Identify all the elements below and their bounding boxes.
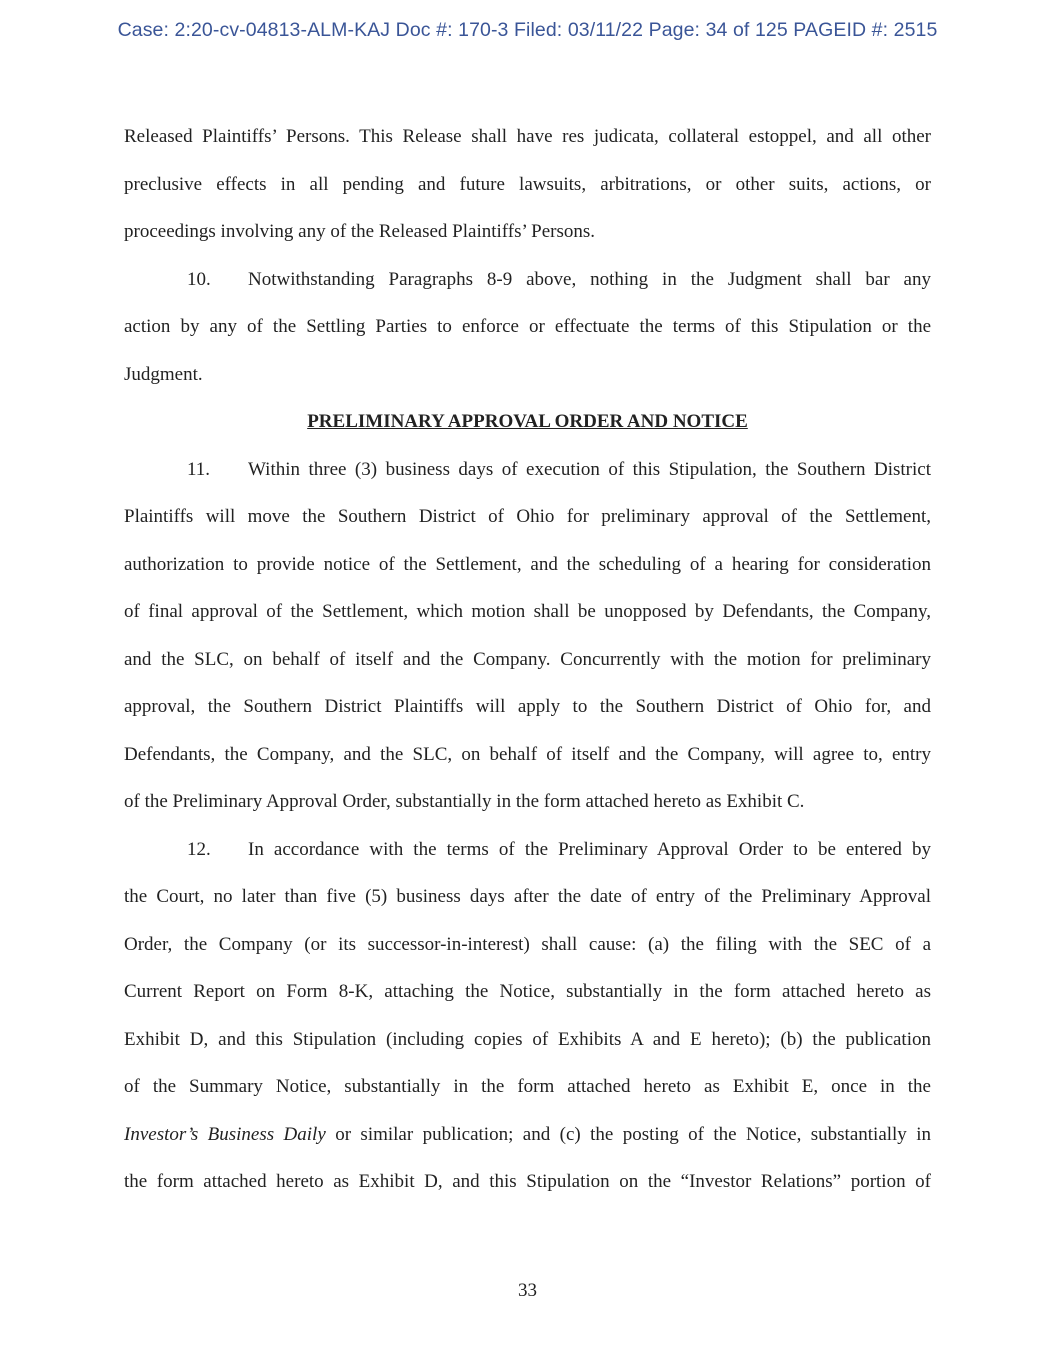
text-line	[124, 921, 931, 969]
text-line	[124, 208, 931, 256]
text-line	[124, 446, 931, 494]
line-text: preclusive effects in all pending and future lawsuits, arbitrations, or other suits, actions, or	[124, 173, 931, 195]
heading-text: PRELIMINARY APPROVAL ORDER AND NOTICE	[307, 411, 748, 432]
line-text: Order, the Company (or its successor-in-interest) shall cause: (a) the filing with the SEC of a	[124, 933, 931, 955]
text-line	[124, 968, 931, 1016]
line-text: the form attached hereto as Exhibit D, and this Stipulation on the “Investor Relations” portion of	[124, 1171, 931, 1192]
line-text: Notwithstanding Paragraphs 8-9 above, nothing in the Judgment shall bar any	[248, 268, 931, 290]
text-line	[124, 303, 931, 351]
document-body	[124, 113, 931, 1206]
text-line	[124, 1063, 931, 1111]
line-text: Current Report on Form 8-K, attaching the Notice, substantially in the form attached hereto as	[124, 981, 931, 1002]
text-line	[124, 636, 931, 684]
italic-title: Investor’s Business Daily	[124, 1123, 326, 1145]
line-text: Plaintiffs will move the Southern District of Ohio for preliminary approval of the Settlement,	[124, 506, 931, 527]
text-line	[124, 1158, 931, 1206]
text-line	[124, 1016, 931, 1064]
line-text: of the Summary Notice, substantially in the form attached hereto as Exhibit E, once in the	[124, 1076, 931, 1097]
text-line	[124, 683, 931, 731]
case-header: Case: 2:20-cv-04813-ALM-KAJ Doc #: 170-3 Filed: 03/11/22 Page: 34 of 125 PAGEID #: 2515	[117, 19, 938, 41]
text-line	[124, 1111, 931, 1159]
text-line	[124, 826, 931, 874]
text-line	[124, 161, 931, 209]
text-line	[124, 541, 931, 589]
text-line	[124, 778, 931, 826]
line-text: Exhibit D, and this Stipulation (including copies of Exhibits A and E hereto); (b) the publication	[124, 1028, 931, 1050]
line-text: Judgment.	[124, 363, 203, 385]
text-line	[124, 256, 931, 304]
line-text: or similar publication; and (c) the posting of the Notice, substantially in	[325, 1123, 931, 1145]
line-text: of the Preliminary Approval Order, substantially in the form attached hereto as Exhibit C.	[124, 791, 805, 812]
text-line	[124, 351, 931, 399]
line-text: of final approval of the Settlement, which motion shall be unopposed by Defendants, the Company,	[124, 601, 931, 622]
text-line	[124, 731, 931, 779]
paragraph-number: 12.	[187, 838, 211, 860]
text-line	[124, 113, 931, 161]
line-text: Within three (3) business days of execution of this Stipulation, the Southern District	[248, 458, 931, 480]
paragraph-number: 10.	[187, 268, 211, 290]
text-line	[124, 588, 931, 636]
line-text: proceedings involving any of the Released Plaintiffs’ Persons.	[124, 221, 596, 242]
line-text: and the SLC, on behalf of itself and the Company. Concurrently with the motion for preliminary	[124, 648, 931, 670]
text-line	[124, 873, 931, 921]
page-number: 33	[518, 1280, 537, 1301]
text-line	[124, 493, 931, 541]
line-text: the Court, no later than five (5) business days after the date of entry of the Preliminary Approval	[124, 886, 931, 907]
paragraph-number: 11.	[187, 458, 211, 480]
line-text: Released Plaintiffs’ Persons. This Release shall have res judicata, collateral estoppel, and all other	[124, 126, 931, 147]
line-text: Defendants, the Company, and the SLC, on behalf of itself and the Company, will agree to, entry	[124, 743, 931, 765]
section-heading	[124, 398, 931, 446]
line-text: In accordance with the terms of the Preliminary Approval Order to be entered by	[248, 838, 931, 860]
line-text: authorization to provide notice of the Settlement, and the scheduling of a hearing for consideration	[124, 553, 931, 575]
line-text: action by any of the Settling Parties to enforce or effectuate the terms of this Stipulation or the	[124, 316, 931, 337]
line-text: approval, the Southern District Plaintiffs will apply to the Southern District of Ohio for, and	[124, 696, 931, 717]
